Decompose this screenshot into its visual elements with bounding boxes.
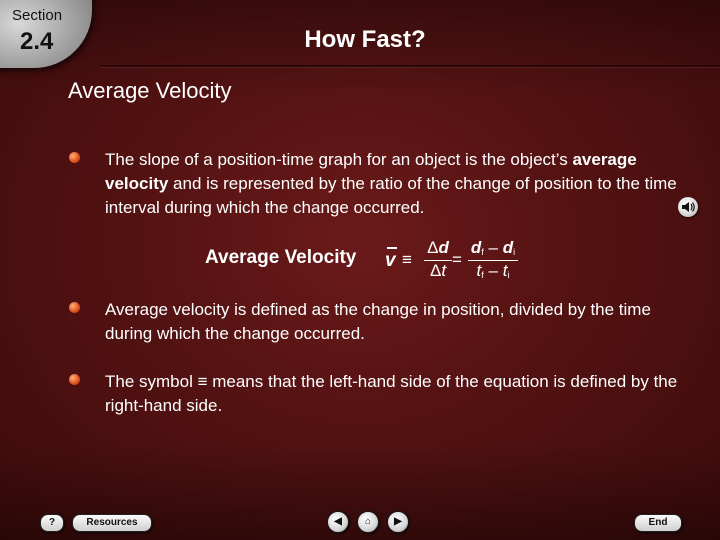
resources-button[interactable]: Resources xyxy=(72,514,152,532)
prev-arrow-icon: ◀ xyxy=(334,516,342,527)
frac2-den-b: t xyxy=(502,261,508,280)
bullet-icon xyxy=(69,374,80,385)
bullet-3-text: The symbol ≡ means that the left-hand side of the equation is defined by the right-hand side. xyxy=(105,372,678,415)
bullet-1-text-bold: average velocity xyxy=(105,150,637,193)
bullet-2-text: Average velocity is defined as the change in position, divided by the time during which the change occurred. xyxy=(105,300,651,343)
bullet-icon xyxy=(69,152,80,163)
frac1-den-var: t xyxy=(441,261,447,280)
bullet-1-text-after: and is represented by the ratio of the change of position to the time interval during which the change occurred. xyxy=(105,174,677,217)
help-button[interactable] xyxy=(40,514,64,532)
frac2-den-minus: – xyxy=(488,261,498,280)
home-button[interactable] xyxy=(357,511,379,533)
header-divider xyxy=(100,65,720,67)
equation-equals: = xyxy=(452,250,462,269)
next-button[interactable] xyxy=(387,511,409,533)
equation-label: Average Velocity xyxy=(205,247,357,268)
help-icon: ? xyxy=(48,517,56,528)
frac1-num-delta: Δ xyxy=(427,238,439,257)
section-number: 2.4 xyxy=(20,28,54,55)
page-title: How Fast? xyxy=(304,26,426,53)
fraction-df-di-over-tf-ti xyxy=(467,238,519,283)
average-velocity-equation xyxy=(385,238,535,284)
frac2-den-a: t xyxy=(476,261,482,280)
home-icon: ⌂ xyxy=(364,516,372,527)
frac2-num-b-sub: i xyxy=(513,247,516,257)
next-arrow-icon: ▶ xyxy=(394,516,402,527)
frac2-den-b-sub: i xyxy=(507,270,510,280)
bullet-item-2 xyxy=(105,298,685,346)
frac2-den-a-sub: f xyxy=(481,270,484,280)
bullet-item-1 xyxy=(105,148,685,220)
frac1-num-var: d xyxy=(438,238,449,257)
bullet-item-3 xyxy=(105,370,685,418)
frac2-num-minus: – xyxy=(488,238,498,257)
section-label: Section xyxy=(12,7,63,24)
bottom-nav xyxy=(0,506,720,540)
bullet-icon xyxy=(69,302,80,313)
equation-lhs-v: v xyxy=(385,250,396,271)
frac1-den-delta: Δ xyxy=(429,261,442,280)
bullet-1-text-before: The slope of a position-time graph for an object is the object’s xyxy=(105,150,573,169)
speaker-icon[interactable] xyxy=(678,197,698,217)
equation-equiv-symbol: ≡ xyxy=(402,250,412,269)
fraction-delta-d-over-delta-t xyxy=(423,238,453,283)
frac2-num-a-sub: f xyxy=(481,247,484,257)
previous-button[interactable] xyxy=(327,511,349,533)
frac2-num-a: d xyxy=(470,238,482,257)
end-button[interactable]: End xyxy=(634,514,682,532)
slide-subtitle: Average Velocity xyxy=(68,78,232,103)
frac2-num-b: d xyxy=(502,238,514,257)
